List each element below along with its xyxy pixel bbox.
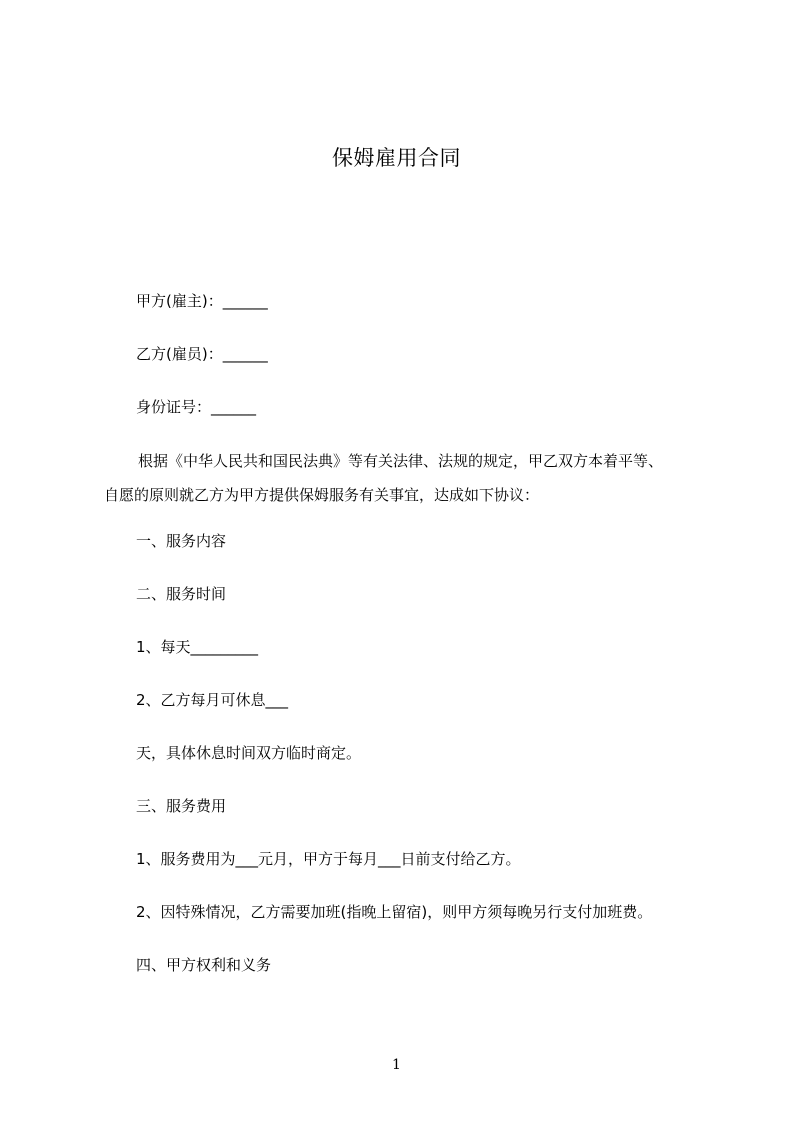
section-3-item-1: 1、服务费用为___元月，甲方于每月___日前支付给乙方。 (136, 850, 521, 868)
section-3-heading: 三、服务费用 (136, 797, 227, 815)
page-number: 1 (392, 1057, 401, 1073)
section-2-item-2-continued: 天，具体休息时间双方临时商定。 (136, 744, 362, 762)
document-title: 保姆雇用合同 (332, 146, 461, 170)
id-number-line: 身份证号：______ (136, 398, 257, 416)
section-2-item-2: 2、乙方每月可休息___ (136, 691, 289, 709)
preamble-line-1: 根据《中华人民共和国民法典》等有关法律、法规的规定，甲乙双方本着平等、 (138, 452, 664, 470)
section-3-item-2: 2、因特殊情况，乙方需要加班(指晚上留宿)，则甲方须每晚另行支付加班费。 (136, 903, 653, 921)
section-2-item-1: 1、每天_________ (136, 638, 259, 656)
preamble-paragraph (104, 444, 694, 512)
preamble-line-2: 自愿的原则就乙方为甲方提供保姆服务有关事宜，达成如下协议： (104, 486, 540, 504)
party-a-line: 甲方(雇主)：______ (136, 292, 268, 310)
section-4-heading: 四、甲方权利和义务 (136, 956, 272, 974)
section-1-heading: 一、服务内容 (136, 532, 227, 550)
section-2-heading: 二、服务时间 (136, 585, 227, 603)
party-b-line: 乙方(雇员)：______ (136, 345, 268, 363)
